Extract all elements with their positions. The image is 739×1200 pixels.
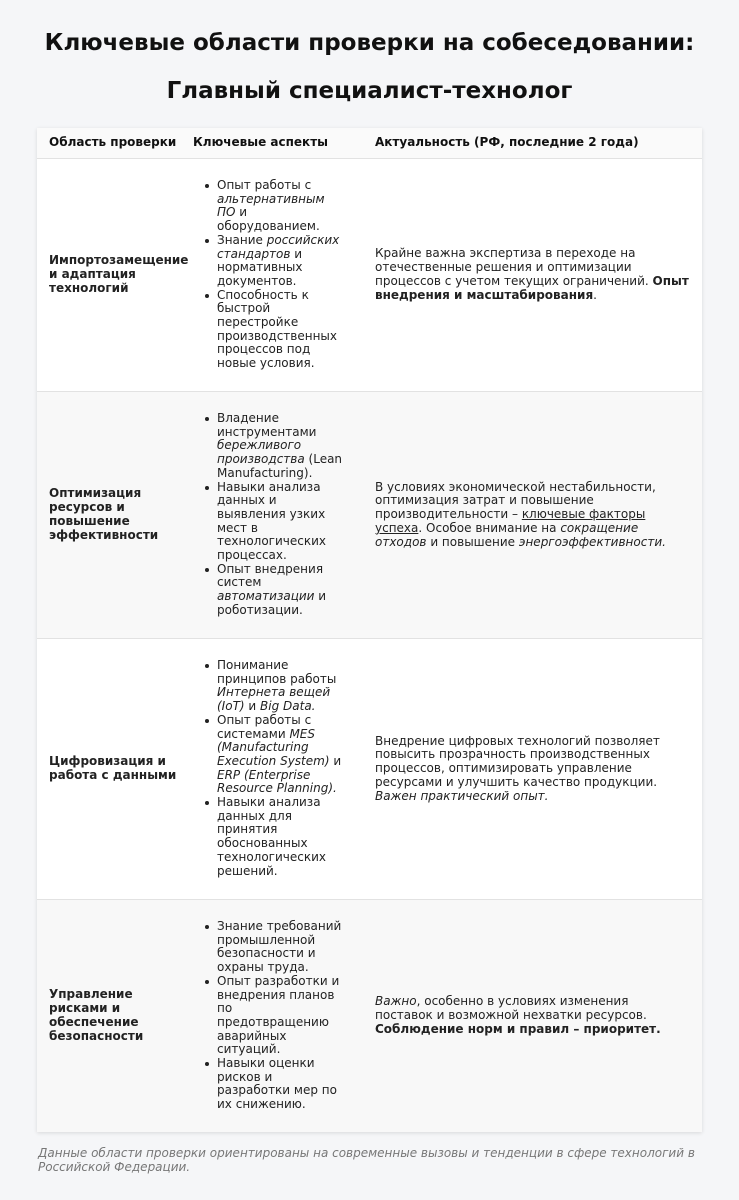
list-item: Навыки оценки рисков и разработки мер по их снижению. [217, 1057, 342, 1112]
checks-table [37, 128, 702, 1132]
table-row [37, 638, 702, 899]
row-area: Импортозамещение и адаптация технологий [49, 253, 189, 295]
header-area: Область проверки [49, 135, 177, 150]
table-row [37, 158, 702, 391]
aspects-list [193, 179, 364, 371]
aspects-list [193, 659, 364, 878]
list-item: Владение инструментами бережливого производства (Lean Manufacturing). [217, 412, 345, 481]
table-row [37, 899, 702, 1132]
table-row [37, 391, 702, 638]
header-aspects: Ключевые аспекты [193, 135, 328, 150]
row-area: Управление рисками и обеспечение безопасности [49, 987, 144, 1043]
row-aspects [193, 639, 364, 899]
list-item: Понимание принципов работы Интернета вещей (IoT) и Big Data. [217, 659, 342, 714]
list-item: Навыки анализа данных и выявления узких мест в технологических процессах. [217, 481, 342, 563]
list-item: Опыт работы с альтернативным ПО и оборудованием. [217, 179, 342, 234]
list-item: Опыт внедрения систем автоматизации и роботизации. [217, 563, 342, 618]
row-area: Оптимизация ресурсов и повышение эффективности [49, 486, 159, 542]
list-item: Навыки анализа данных для принятия обоснованных технологических решений. [217, 796, 342, 878]
list-item: Опыт разработки и внедрения планов по предотвращению аварийных ситуаций. [217, 975, 342, 1057]
aspects-list [193, 920, 364, 1112]
row-relevance: В условиях экономической нестабильности, оптимизация затрат и повышение производительности – ключевые факторы успеха. Особое внимание на сокращение отходов и повышение энергоэффективности. [375, 479, 666, 549]
row-aspects [193, 159, 364, 391]
footnote: Данные области проверки ориентированы на современные вызовы и тенденции в сфере технологий в Российской Федерации. [38, 1146, 695, 1174]
page-title: Ключевые области проверки на собеседовании: [44, 30, 695, 56]
row-relevance: Внедрение цифровых технологий позволяет повысить прозрачность производственных процессов, оптимизировать управление ресурсами и улучшить качество продукции. Важен практический опыт. [375, 733, 660, 803]
list-item: Опыт работы с системами MES (Manufacturing Execution System) и ERP (Enterprise Resource Planning). [217, 712, 342, 796]
row-aspects [193, 392, 364, 638]
aspects-list [193, 412, 364, 618]
row-relevance: Важно, особенно в условиях изменения поставок и возможной нехватки ресурсов. Соблюдение норм и правил – приоритет. [375, 994, 661, 1036]
list-item: Знание российских стандартов и нормативных документов. [217, 234, 342, 289]
page-subtitle: Главный специалист-технолог [166, 78, 573, 104]
list-item: Способность к быстрой перестройке производственных процессов под новые условия. [217, 289, 342, 371]
row-area: Цифровизация и работа с данными [49, 754, 177, 782]
row-relevance: Крайне важна экспертиза в переходе на отечественные решения и оптимизации процессов с учетом текущих ограничений. Опыт внедрения и масштабирования. [375, 246, 689, 302]
header-relevance: Актуальность (РФ, последние 2 года) [375, 135, 639, 150]
list-item: Знание требований промышленной безопасности и охраны труда. [217, 919, 342, 975]
row-aspects [193, 900, 364, 1132]
table-header [37, 128, 702, 158]
